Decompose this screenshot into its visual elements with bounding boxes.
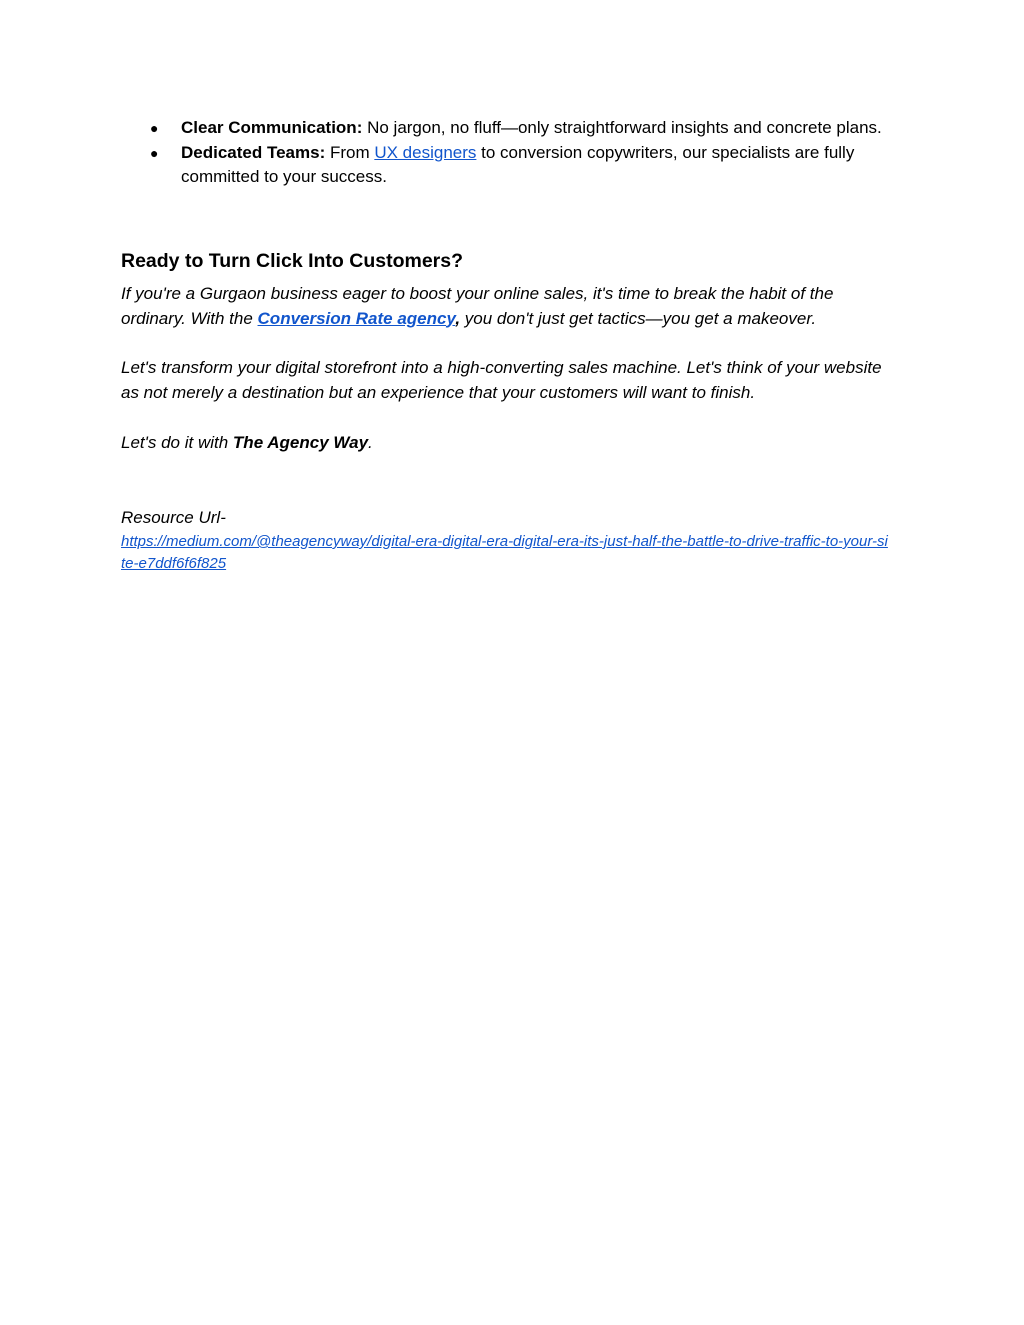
- bullet-title: Dedicated Teams:: [181, 142, 326, 162]
- closing-paragraph: [121, 431, 901, 456]
- list-item: [150, 116, 890, 141]
- bullet-icon: ●: [150, 144, 159, 161]
- paragraph-text: Let's do it with: [121, 433, 233, 452]
- paragraph-text: you don't just get tactics—you get a makeover.: [460, 308, 817, 328]
- list-item: [150, 141, 890, 190]
- paragraph-comma: ,: [455, 308, 461, 328]
- section-heading: Ready to Turn Click Into Customers?: [121, 250, 464, 272]
- resource-label: Resource Url-: [121, 508, 226, 527]
- ux-designers-link[interactable]: UX designers: [374, 142, 477, 162]
- conversion-rate-agency-link[interactable]: Conversion Rate agency: [257, 308, 456, 328]
- bullet-text: to conversion copywriters, our specialists are fully committed to your success.: [181, 142, 855, 186]
- bullet-text: From: [325, 142, 375, 162]
- bullet-title: Clear Communication:: [181, 118, 363, 137]
- bullet-icon: ●: [150, 120, 159, 136]
- brand-name: The Agency Way: [232, 433, 369, 452]
- resource-url-link[interactable]: https://medium.com/@theagencyway/digital-era-digital-era-digital-era-its-just-half-the-battle-to-drive-traffic-to-your-site-e7ddf6f6f825: [121, 533, 888, 572]
- paragraph-text: If you're a Gurgaon business eager to boost your online sales, it's time to break the habit of the ordinary. With the: [121, 284, 834, 328]
- resource-url-block: [121, 531, 891, 575]
- transform-paragraph: Let's transform your digital storefront into a high-converting sales machine. Let's think of your website as not merely a destination but an experience that your customers will want to finish.: [121, 358, 882, 402]
- bullet-text: No jargon, no fluff—only straightforward insights and concrete plans.: [362, 118, 882, 137]
- paragraph-text: .: [368, 433, 373, 452]
- bullet-list: [150, 116, 890, 190]
- intro-paragraph: [121, 282, 901, 331]
